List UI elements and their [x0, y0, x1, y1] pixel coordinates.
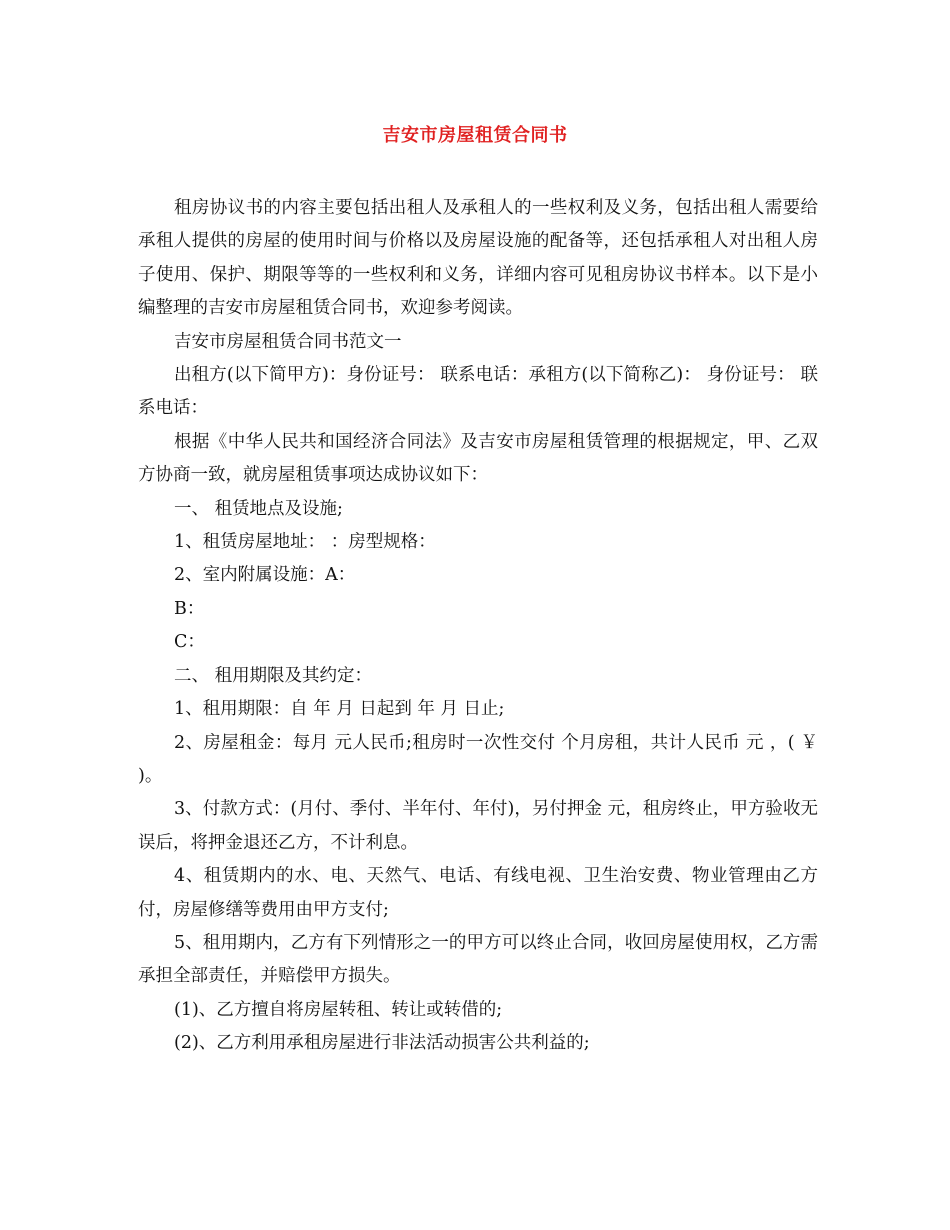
clause-termination-item-2: (2)、乙方利用承租房屋进行非法活动损害公共利益的;	[174, 1033, 590, 1054]
clause-payment: 3、付款方式：(月付、季付、半年付、年付)，另付押金 元，租房终止，甲方验收无误后，将押金退还乙方，不计利息。	[138, 799, 818, 853]
clause-termination: 5、租用期内，乙方有下列情形之一的甲方可以终止合同，收回房屋使用权，乙方需承担全部责任，并赔偿甲方损失。	[138, 932, 818, 987]
clause-termination-item-1: (1)、乙方擅自将房屋转租、转让或转借的;	[174, 999, 503, 1020]
document-body	[138, 192, 818, 1061]
clause-facility-b: B：	[174, 598, 205, 619]
sample-heading: 吉安市房屋租赁合同书范文一	[174, 331, 402, 352]
basis-paragraph: 根据《中华人民共和国经济合同法》及吉安市房屋租赁管理的根据规定，甲、乙双方协商一致，就房屋租赁事项达成协议如下：	[138, 431, 818, 486]
clause-facilities: 2、室内附属设施：A：	[174, 565, 356, 586]
clause-facility-c: C：	[174, 632, 205, 653]
intro-paragraph: 租房协议书的内容主要包括出租人及承租人的一些权利及义务，包括出租人需要给承租人提供的房屋的使用时间与价格以及房屋设施的配备等，还包括承租人对出租人房子使用、保护、期限等等的一些权利和义务，详细内容可见租房协议书样本。以下是小编整理的吉安市房屋租赁合同书，欢迎参考阅读。	[138, 198, 818, 319]
section-heading-term: 二、 租用期限及其约定：	[174, 665, 373, 686]
clause-rent: 2、房屋租金：每月 元人民币;租房时一次性交付 个月房租，共计人民币 元 ，( ￥ )。	[138, 732, 818, 786]
clause-utilities: 4、租赁期内的水、电、天然气、电话、有线电视、卫生治安费、物业管理由乙方付，房屋修缮等费用由甲方支付;	[138, 866, 818, 920]
section-heading-location: 一、 租赁地点及设施;	[174, 498, 343, 519]
clause-address: 1、租赁房屋地址： ：房型规格：	[174, 532, 436, 553]
clause-term: 1、租用期限：自 年 月 日起到 年 月 日止;	[174, 699, 505, 720]
parties-paragraph: 出租方(以下简甲方)：身份证号： 联系电话：承租方(以下简称乙)： 身份证号： 联系电话：	[138, 365, 818, 419]
document-title: 吉安市房屋租赁合同书	[382, 125, 568, 146]
